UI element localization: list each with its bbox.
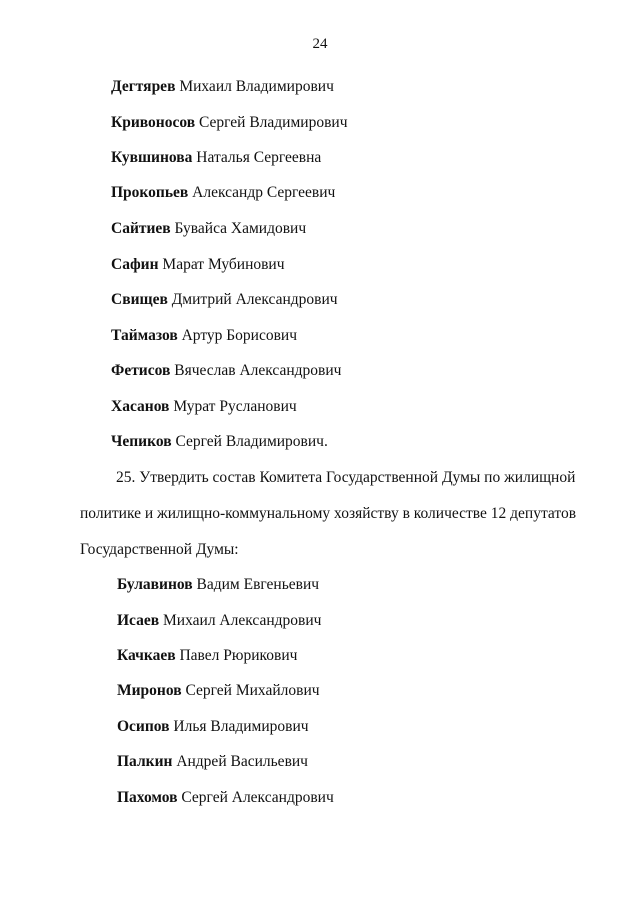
name-line [111,290,338,310]
name-line [111,397,297,417]
name-line [111,326,297,346]
name-line [117,717,309,737]
surname: Фетисов [111,362,171,379]
name-line [117,646,297,666]
surname: Миронов [117,682,182,699]
surname: Чепиков [111,433,172,450]
surname: Прокопьев [111,184,189,201]
paragraph-line: 25. Утвердить состав Комитета Государственной Думы по жилищной [116,469,576,486]
given-name: Сергей Владимирович [198,114,348,131]
given-name: Михаил Александрович [163,612,322,629]
surname: Осипов [117,718,170,735]
surname: Исаев [117,612,160,629]
given-name: Марат Мубинович [162,256,285,273]
given-name: Сергей Владимирович. [175,433,328,450]
paragraph-line: Государственной Думы: [80,541,239,558]
name-line [111,255,285,275]
surname: Кривоносов [111,114,196,131]
name-line [111,77,334,97]
paragraph-line: политике и жилищно-коммунальному хозяйству в количестве 12 депутатов [80,505,577,522]
name-line [117,788,334,808]
name-line [111,432,328,452]
name-line [117,752,308,772]
name-line [117,575,319,595]
page-number: 24 [312,36,328,52]
surname: Дегтярев [111,78,176,95]
given-name: Вячеслав Александрович [174,362,342,379]
surname: Сафин [111,256,159,273]
given-name: Сергей Александрович [181,789,334,806]
given-name: Наталья Сергеевна [196,149,322,166]
surname: Пахомов [117,789,178,806]
given-name: Артур Борисович [181,327,298,344]
given-name: Мурат Русланович [173,398,297,415]
surname: Хасанов [111,398,170,415]
surname: Свищев [111,291,168,308]
name-line [117,611,321,631]
given-name: Илья Владимирович [173,718,309,735]
surname: Кувшинова [111,149,193,166]
given-name: Павел Рюрикович [179,647,298,664]
given-name: Дмитрий Александрович [171,291,338,308]
given-name: Сергей Михайлович [185,682,320,699]
name-line [111,148,321,168]
surname: Сайтиев [111,220,171,237]
given-name: Андрей Васильевич [176,753,308,770]
surname: Таймазов [111,327,178,344]
name-line [117,681,320,701]
name-line [111,219,306,239]
given-name: Вадим Евгеньевич [196,576,320,593]
given-name: Бувайса Хамидович [174,220,307,237]
given-name: Михаил Владимирович [179,78,334,95]
name-line [111,183,335,203]
name-line [111,113,348,133]
surname: Качкаев [117,647,176,664]
given-name: Александр Сергеевич [192,184,336,201]
name-line [111,361,341,381]
surname: Булавинов [117,576,193,593]
surname: Палкин [117,753,173,770]
